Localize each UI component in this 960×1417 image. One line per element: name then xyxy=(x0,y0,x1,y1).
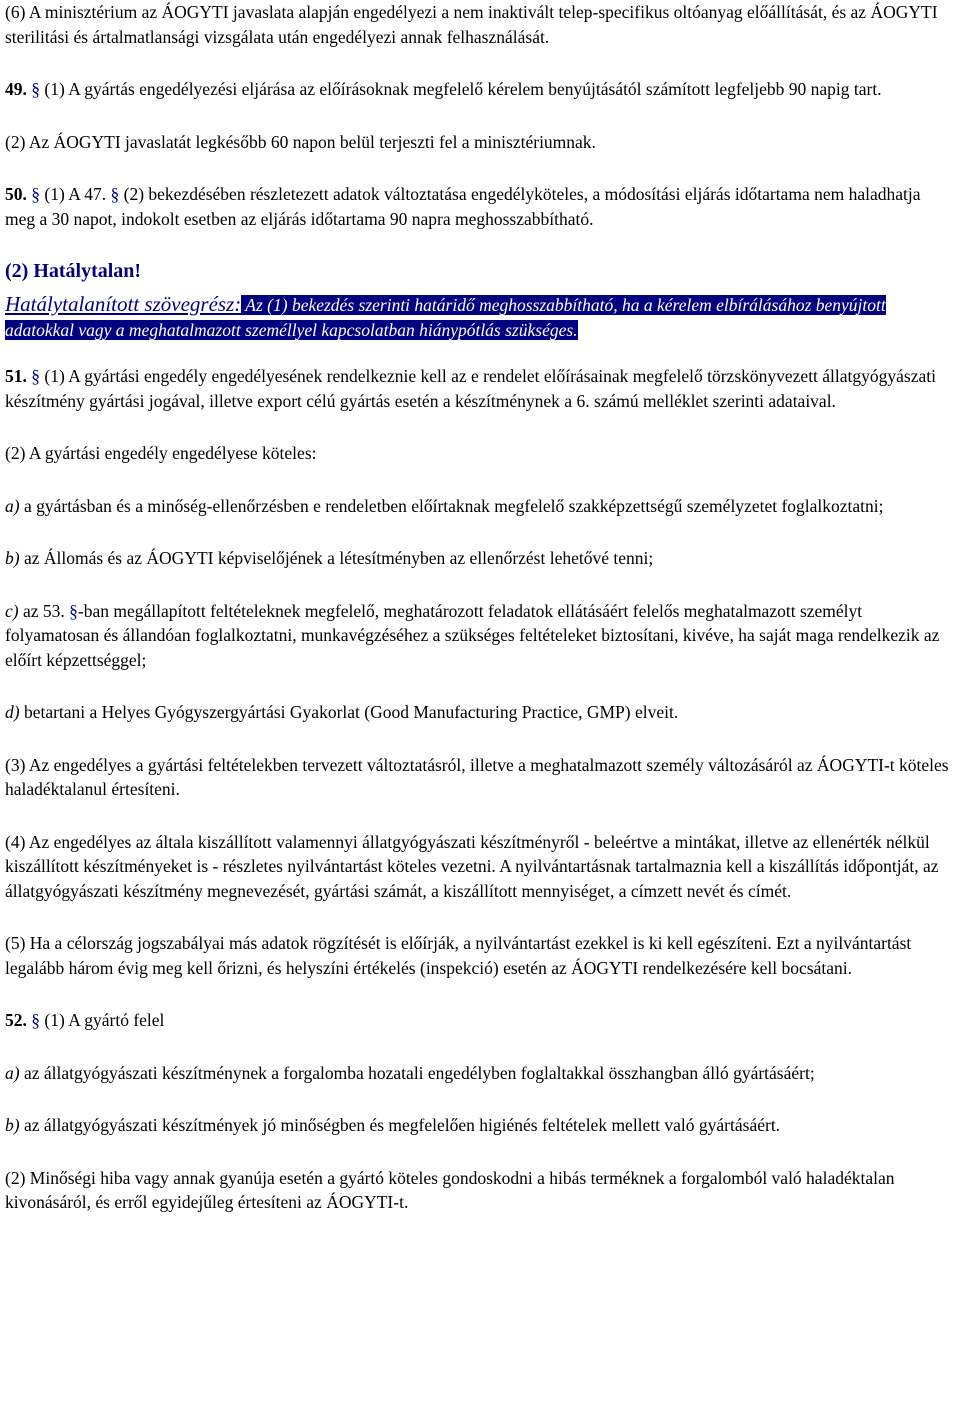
section-text: (1) A 47. xyxy=(40,184,111,204)
section-50-1 xyxy=(5,182,954,231)
section-number: 49. xyxy=(5,79,27,99)
section-51-4: (4) Az engedélyes az általa kiszállított valamennyi állatgyógyászati készítményről - beleértve a mintákat, illetve az ellenérték nélkül kiszállított készítményeket is - részletes nyilvántartást köteles vezetni. A nyilvántartásnak tartalmaznia kell a kiszállítás időpontját, az állatgyógyászati készítmény megnevezését, gyártási számát, a kiszállított mennyiséget, a címzett nevét és címét. xyxy=(5,831,939,901)
point-marker: a) xyxy=(5,495,20,516)
point-marker: d) xyxy=(5,702,20,722)
section-sign-link[interactable]: § xyxy=(31,79,40,99)
point-text: az állatgyógyászati készítménynek a forgalomba hozatali engedélyben foglaltakkal összhangban álló gyártásáért; xyxy=(19,1062,815,1083)
repealed-label: Hatálytalanított szövegrész: xyxy=(5,292,242,316)
section-51-2-b xyxy=(5,546,954,571)
point-text: az állatgyógyászati készítmények jó minőségben és megfelelően higiénés feltételek mellett való gyártásáért. xyxy=(19,1115,781,1135)
point-marker: a) xyxy=(5,1062,20,1083)
section-51-2-c xyxy=(5,599,954,673)
section-number: 52. xyxy=(5,1010,27,1030)
section-52-2: (2) Minőségi hiba vagy annak gyanúja esetén a gyártó köteles gondoskodni a hibás terméknek a forgalomból való haladéktalan kivonásáról, és erről egyidejűleg értesíteni az ÁOGYTI-t. xyxy=(5,1167,895,1212)
repealed-heading: (2) Hatálytalan! xyxy=(5,260,142,282)
section-sign-link[interactable]: § xyxy=(31,1010,40,1030)
section-49-1 xyxy=(5,77,954,102)
section-text: (1) A gyártó felel xyxy=(40,1010,165,1030)
point-text: az Állomás és az ÁOGYTI képviselőjének a létesítményben az ellenőrzést lehetővé tenni; xyxy=(19,548,654,568)
section-sign-link[interactable]: § xyxy=(69,600,78,621)
repealed-text-block xyxy=(5,292,954,342)
section-51-5: (5) Ha a célország jogszabályai más adatok rögzítését is előírják, a nyilvántartást ezekkel is ki kell egészíteni. Ezt a nyilvántartást legalább három évig meg kell őrizni, és helyszíni értékelés (inspekció) esetén az ÁOGYTI rendelkezésére kell bocsátani. xyxy=(5,933,912,978)
section-51-3: (3) Az engedélyes a gyártási feltételekben tervezett változtatásról, illetve a meghatalmazott személy változásáról az ÁOGYTI-t köteles haladéktalanul értesíteni. xyxy=(5,754,949,799)
section-51-2-a xyxy=(5,494,954,519)
section-text: (1) A gyártás engedélyezési eljárása az előírásoknak megfelelő kérelem benyújtásától számított legfeljebb 90 napig tart. xyxy=(40,79,882,99)
section-text: (1) A gyártási engedély engedélyesének rendelkeznie kell az e rendelet előírásainak megfelelő törzskönyvezett állatgyógyászati készítmény gyártási jogával, illetve export célú gyártás esetén a készítménynek a 6. számú melléklet szerinti adataival. xyxy=(5,366,936,411)
section-49-2: (2) Az ÁOGYTI javaslatát legkésőbb 60 napon belül terjeszti fel a minisztériumnak. xyxy=(5,131,596,152)
point-text: -ban megállapított feltételeknek megfelelő, meghatározott feladatok ellátásáért felelős meghatalmazott személyt folyamatosan és állandóan foglalkoztatni, munkavégzéséhez a szükséges feltételeket biztosítani, kivéve, ha saját maga rendelkezik az előírt képzettséggel; xyxy=(5,600,940,670)
point-text: betartani a Helyes Gyógyszergyártási Gyakorlat (Good Manufacturing Practice, GMP) elveit. xyxy=(19,702,679,722)
point-marker: c) xyxy=(5,600,19,621)
section-51-2: (2) A gyártási engedély engedélyese köteles: xyxy=(5,443,317,463)
point-text: az 53. xyxy=(18,600,70,621)
section-sign-link[interactable]: § xyxy=(31,184,40,204)
section-52-1-a xyxy=(5,1061,954,1086)
paragraph-6: (6) A minisztérium az ÁOGYTI javaslata alapján engedélyezi a nem inaktivált telep-specifikus oltóanyag előállítását, és az ÁOGYTI sterilitási és ártalmatlansági vizsgálata után engedélyezi annak felhasználását. xyxy=(5,2,938,47)
section-number: 50. xyxy=(5,184,27,204)
point-marker: b) xyxy=(5,548,20,568)
point-marker: b) xyxy=(5,1115,20,1135)
repealed-text: Az (1) bekezdés szerinti határidő meghosszabbítható, ha a kérelem elbírálásához benyújtott adatokkal vagy a meghatalmazott személlyel kapcsolatban hiánypótlás szükséges. xyxy=(5,295,886,340)
section-51-2-d xyxy=(5,700,954,725)
section-sign-link[interactable]: § xyxy=(110,184,120,204)
section-text: (2) bekezdésében részletezett adatok változtatása engedélyköteles, a módosítási eljárás időtartama nem haladhatja meg a 30 napot, indokolt esetben az eljárás időtartama 90 napra meghosszabbítható. xyxy=(5,184,921,229)
section-sign-link[interactable]: § xyxy=(31,366,40,386)
point-text: a gyártásban és a minőség-ellenőrzésben e rendeletben előírtaknak megfelelő szakképzettségű személyzetet foglalkoztatni; xyxy=(19,495,884,516)
section-52-1-b xyxy=(5,1113,954,1138)
section-number: 51. xyxy=(5,366,27,386)
section-52-1 xyxy=(5,1008,954,1033)
section-51-1 xyxy=(5,364,954,413)
